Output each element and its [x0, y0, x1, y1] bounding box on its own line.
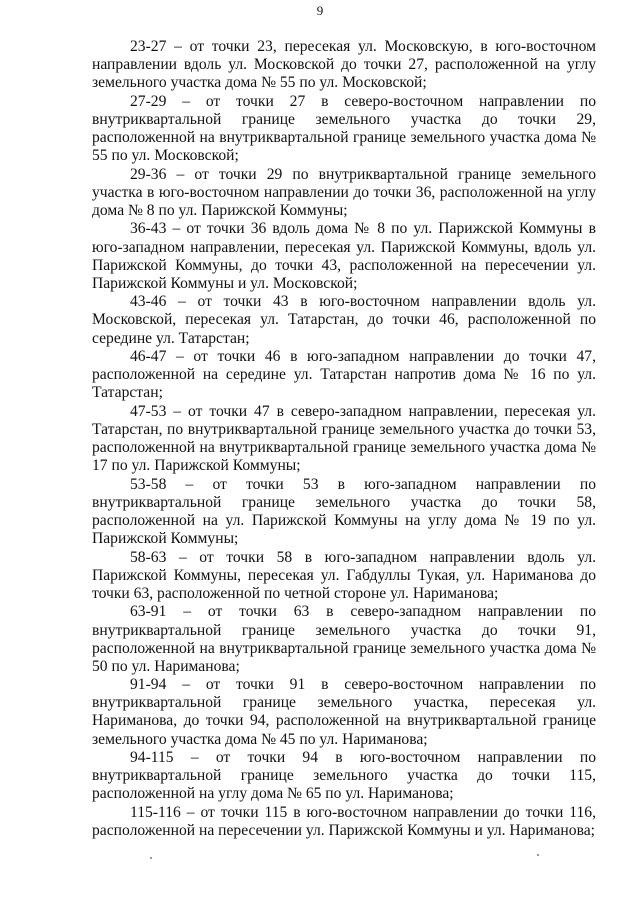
page-number: 9: [316, 3, 324, 18]
scan-speck-right: [537, 854, 539, 856]
boundary-segment-36-43: 36-43 – от точки 36 вдоль дома № 8 по ул. Парижской Коммуны в юго-западном направлении, пересекая ул. Парижской Коммуны, вдоль ул. Парижской Коммуны, до точки 43, расположенной на пересечении ул. Парижской Коммуны и ул. Московской;: [92, 220, 596, 292]
boundary-segment-27-29: 27-29 – от точки 27 в северо-восточном направлении по внутриквартальной границе земельного участка до точки 29, расположенной на внутриквартальной границе земельного участка дома № 55 по ул. Московской;: [92, 92, 596, 165]
boundary-segment-46-47: 46-47 – от точки 46 в юго-западном направлении до точки 47, расположенной на середине ул. Татарстан напротив дома № 16 по ул. Татарстан;: [92, 348, 596, 402]
document-body: [92, 38, 596, 841]
boundary-segment-43-46: 43-46 – от точки 43 в юго-восточном направлении вдоль ул. Московской, пересекая ул. Татарстан, до точки 46, расположенной по середине ул. Татарстан;: [92, 293, 596, 347]
boundary-segment-47-53: 47-53 – от точки 47 в северо-западном направлении, пересекая ул. Татарстан, по внутриквартальной границе земельного участка до точки 53, расположенной на внутриквартальной границе земельного участка дома № 17 по ул. Парижской Коммуны;: [92, 402, 596, 475]
boundary-segment-94-115: 94-115 – от точки 94 в юго-восточном направлении по внутриквартальной границе земельного участка до точки 115, расположенной на углу дома № 65 по ул. Нариманова;: [92, 749, 596, 803]
boundary-segment-29-36: 29-36 – от точки 29 по внутриквартальной границе земельного участка в юго-восточном направлении до точки 36, расположенной на углу дома № 8 по ул. Парижской Коммуны;: [92, 165, 596, 219]
boundary-segment-91-94: 91-94 – от точки 91 в северо-восточном направлении по внутриквартальной границе земельного участка, пересекая ул. Нариманова, до точки 94, расположенной на внутриквартальной границе земельного участка дома № 45 по ул. Нариманова;: [92, 676, 596, 748]
boundary-segment-115-116: 115-116 – от точки 115 в юго-восточном направлении до точки 116, расположенной на пересечении ул. Парижской Коммуны и ул. Нариманова;: [92, 803, 596, 840]
boundary-segment-63-91: 63-91 – от точки 63 в северо-западном направлении по внутриквартальной границе земельного участка до точки 91, расположенной на внутриквартальной границе земельного участка дома № 50 по ул. Нариманова;: [92, 603, 596, 675]
boundary-segment-58-63: 58-63 – от точки 58 в юго-западном направлении вдоль ул. Парижской Коммуны, пересекая ул. Габдуллы Тукая, ул. Нариманова до точки 63, расположенной по четной стороне ул. Нариманова;: [92, 548, 596, 602]
boundary-segment-23-27: 23-27 – от точки 23, пересекая ул. Московскую, в юго-восточном направлении вдоль ул. Московской до точки 27, расположенной на углу земельного участка дома № 55 по ул. Московской;: [92, 38, 596, 92]
scan-speck-left: [150, 857, 152, 859]
boundary-segment-53-58: 53-58 – от точки 53 в юго-западном направлении по внутриквартальной границе земельного участка до точки 58, расположенной на ул. Парижской Коммуны на углу дома № 19 по ул. Парижской Коммуны;: [92, 475, 596, 548]
